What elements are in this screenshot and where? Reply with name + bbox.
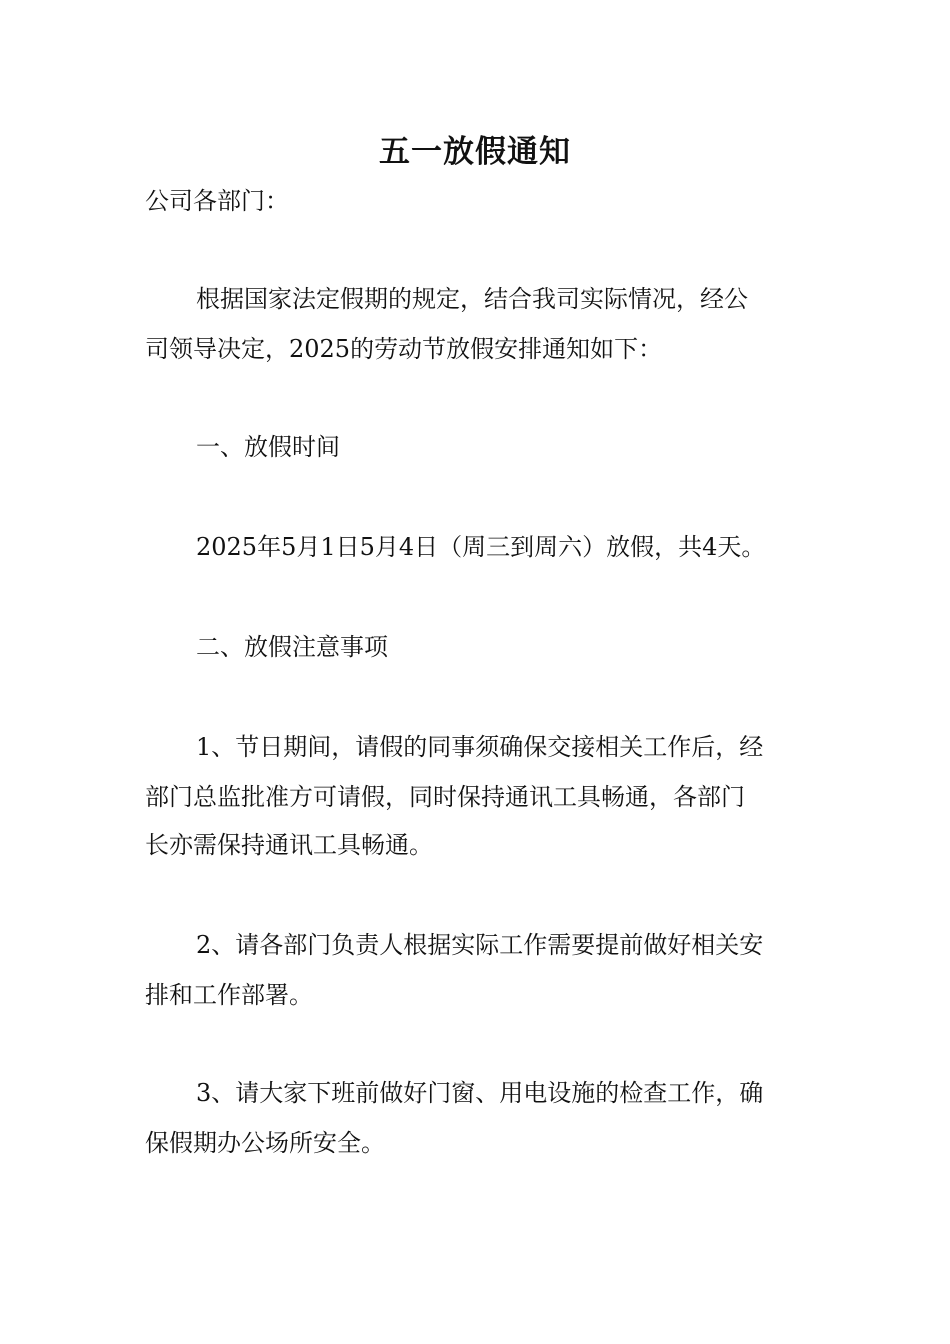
section-2-heading: 二、放假注意事项 bbox=[196, 633, 388, 661]
item-3-line-2: 保假期办公场所安全。 bbox=[145, 1129, 385, 1157]
item-3-line-1: 3、请大家下班前做好门窗、用电设施的检查工作，确 bbox=[196, 1079, 764, 1107]
section-1-heading: 一、放假时间 bbox=[196, 433, 340, 461]
section-1-content: 2025年5月1日5月4日（周三到周六）放假，共4天。 bbox=[196, 533, 766, 561]
item-1-line-1: 1、节日期间，请假的同事须确保交接相关工作后，经 bbox=[196, 733, 764, 761]
intro-line-1: 根据国家法定假期的规定，结合我司实际情况，经公 bbox=[196, 285, 748, 313]
document-title: 五一放假通知 bbox=[379, 134, 571, 170]
item-1-line-2: 部门总监批准方可请假，同时保持通讯工具畅通，各部门 bbox=[145, 783, 745, 811]
item-2-line-2: 排和工作部署。 bbox=[145, 981, 313, 1009]
salutation: 公司各部门： bbox=[145, 187, 289, 215]
item-2-line-1: 2、请各部门负责人根据实际工作需要提前做好相关安 bbox=[196, 931, 764, 959]
intro-line-2: 司领导决定，2025的劳动节放假安排通知如下： bbox=[145, 335, 663, 363]
item-1-line-3: 长亦需保持通讯工具畅通。 bbox=[145, 831, 433, 859]
